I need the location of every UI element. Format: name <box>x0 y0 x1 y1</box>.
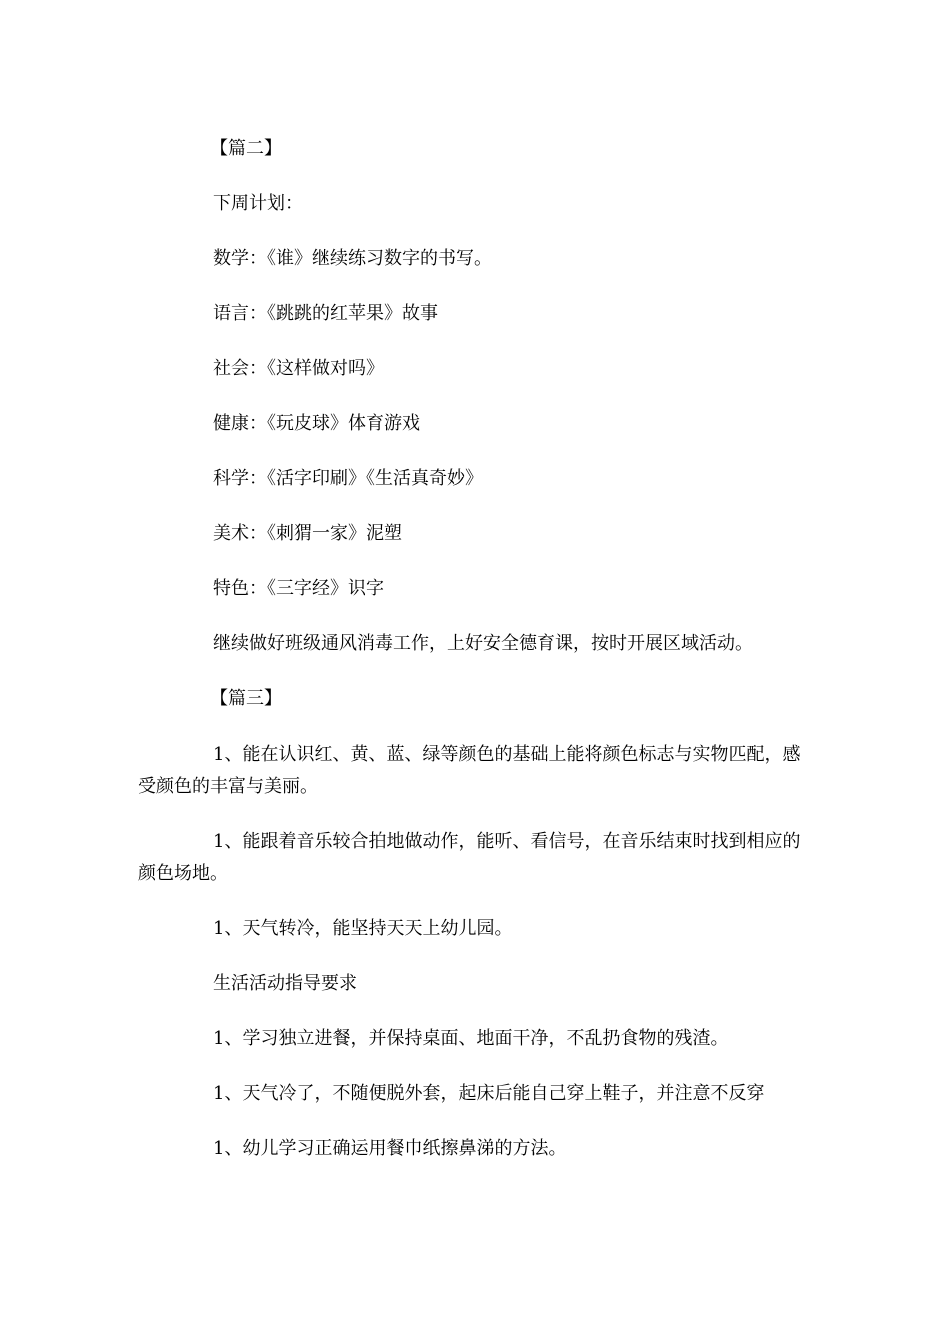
goal-attendance: 1、天气转冷，能坚持天天上幼儿园。 <box>213 918 513 939</box>
section2-heading: 【篇二】 <box>210 138 282 159</box>
plan-item-health: 健康：《玩皮球》体育游戏 <box>213 413 420 434</box>
life-item-eating: 1、学习独立进餐，并保持桌面、地面干净，不乱扔食物的残渣。 <box>213 1028 729 1049</box>
life-item-dressing: 1、天气冷了，不随便脱外套，起床后能自己穿上鞋子，并注意不反穿 <box>213 1083 765 1104</box>
section2-note: 继续做好班级通风消毒工作，上好安全德育课，按时开展区域活动。 <box>213 633 753 654</box>
plan-item-art: 美术：《刺猬一家》泥塑 <box>213 523 402 544</box>
section2-subtitle: 下周计划： <box>213 193 303 214</box>
plan-item-feature: 特色：《三字经》识字 <box>213 578 384 599</box>
section3-heading: 【篇三】 <box>210 688 282 709</box>
plan-item-language: 语言：《跳跳的红苹果》故事 <box>213 303 438 324</box>
goal-paragraph-music: 1、能跟着音乐较合拍地做动作，能听、看信号，在音乐结束时找到相应的颜色场地。 <box>138 831 801 884</box>
plan-item-science: 科学：《活字印刷》《生活真奇妙》 <box>213 468 483 489</box>
life-activity-title: 生活活动指导要求 <box>213 973 357 994</box>
plan-item-society: 社会：《这样做对吗》 <box>213 358 384 379</box>
goal-paragraph-colors: 1、能在认识红、黄、蓝、绿等颜色的基础上能将颜色标志与实物匹配，感受颜色的丰富与美丽。 <box>138 744 801 797</box>
life-item-tissue: 1、幼儿学习正确运用餐巾纸擦鼻涕的方法。 <box>213 1138 567 1159</box>
plan-item-math: 数学：《谁》继续练习数字的书写。 <box>213 248 492 269</box>
